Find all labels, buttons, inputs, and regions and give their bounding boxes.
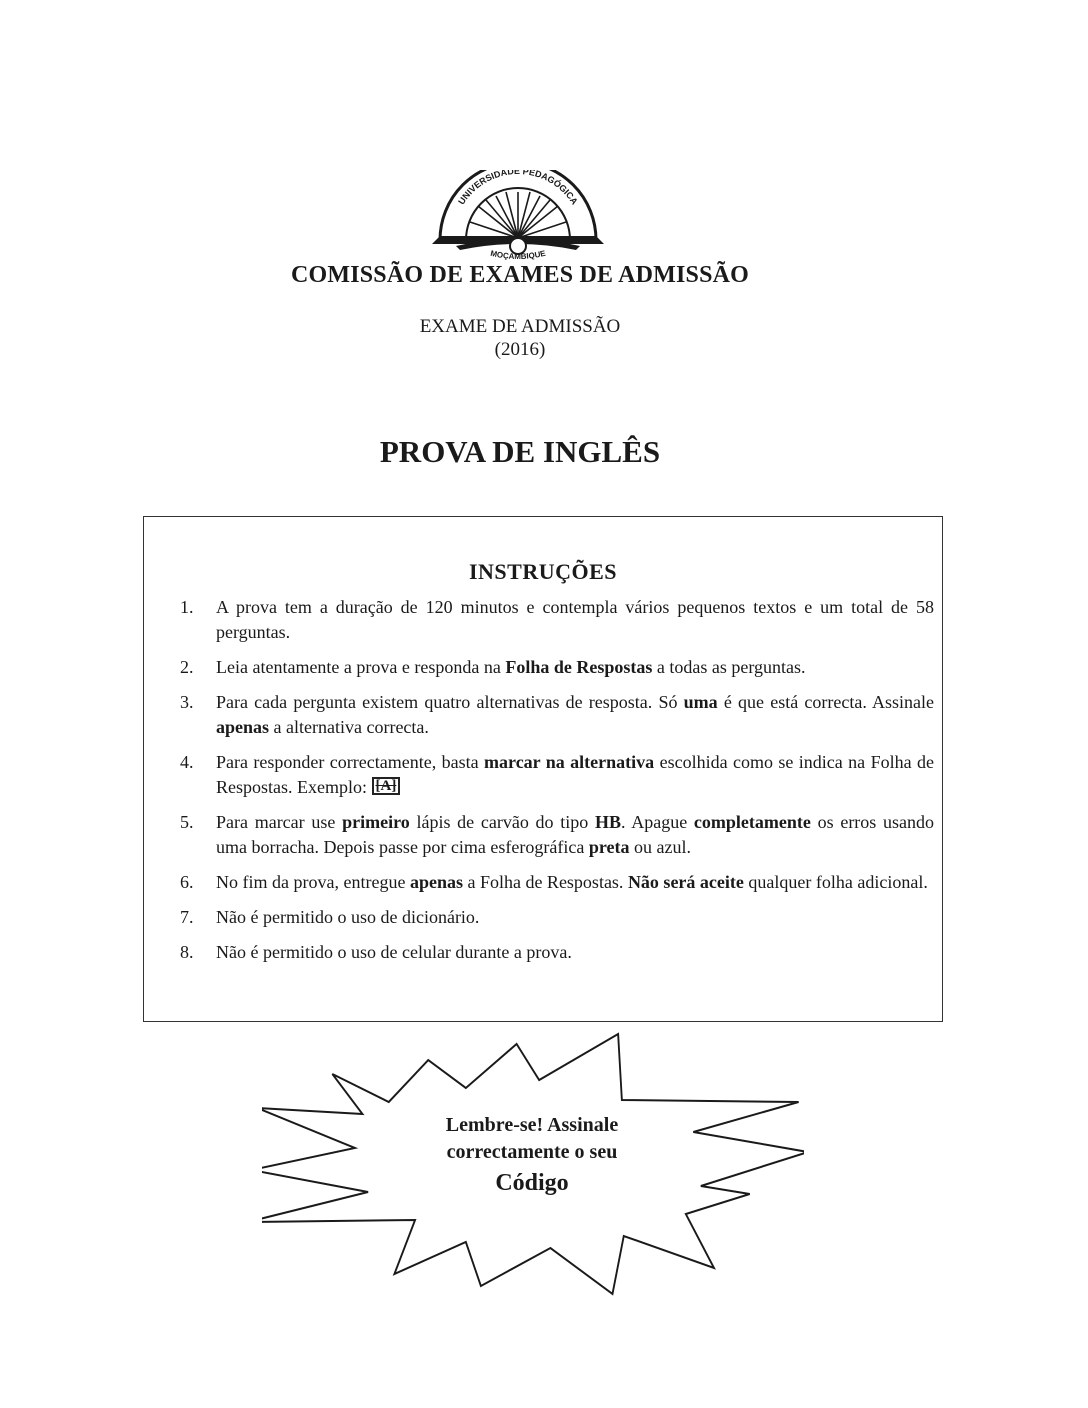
instruction-number: 1. xyxy=(180,597,194,617)
instruction-item xyxy=(174,690,934,740)
instruction-number: 5. xyxy=(180,812,194,832)
reminder-line-3: Código xyxy=(495,1170,569,1196)
example-mark: [A] xyxy=(372,777,401,795)
instruction-text: é que está correcta. Assinale xyxy=(717,692,935,712)
instruction-text: Leia atentamente a prova e responda na xyxy=(216,657,506,677)
committee-title: COMISSÃO DE EXAMES DE ADMISSÃO xyxy=(290,262,750,288)
instruction-text: ou azul. xyxy=(629,837,691,857)
instruction-number: 2. xyxy=(180,657,194,677)
instructions-list xyxy=(174,595,934,975)
subject-title: PROVA DE INGLÊS xyxy=(379,434,661,469)
instruction-emphasis: Folha de Respostas xyxy=(505,657,653,677)
exam-heading xyxy=(370,315,670,361)
instruction-emphasis: completamente xyxy=(693,812,811,832)
logo-seal-icon xyxy=(426,170,610,268)
instruction-emphasis: uma xyxy=(683,692,718,712)
instruction-item xyxy=(174,810,934,860)
reminder-line-1: Lembre-se! Assinale xyxy=(445,1114,619,1136)
instruction-text: lápis de carvão do tipo xyxy=(409,812,595,832)
instruction-emphasis: Não será aceite xyxy=(627,872,744,892)
instruction-number: 7. xyxy=(180,907,194,927)
reminder-line-2: correctamente o seu xyxy=(446,1141,618,1163)
instruction-emphasis: apenas xyxy=(409,872,463,892)
instruction-text: a Folha de Respostas. xyxy=(462,872,628,892)
logo-base-text: MOÇAMBIQUE xyxy=(489,248,547,262)
instruction-item xyxy=(174,940,934,965)
instructions-box xyxy=(143,516,943,1022)
exam-year: (2016) xyxy=(494,339,546,360)
university-logo xyxy=(426,170,610,268)
instruction-text: qualquer folha adicional. xyxy=(743,872,928,892)
logo-arc-text: UNIVERSIDADE PEDAGÓGICA xyxy=(456,170,580,207)
reminder-text xyxy=(402,1112,662,1200)
instruction-text: Para marcar use xyxy=(216,812,343,832)
instruction-emphasis: primeiro xyxy=(342,812,410,832)
instruction-item xyxy=(174,595,934,645)
instruction-emphasis: preta xyxy=(588,837,630,857)
instruction-number: 6. xyxy=(180,872,194,892)
instruction-text: os erros usando uma borracha. Depois passe por cima esferográfica xyxy=(216,812,935,857)
instruction-text: escolhida como se indica na Folha de Respostas. Exemplo: xyxy=(216,752,934,797)
instruction-text: No fim da prova, entregue xyxy=(216,872,410,892)
instruction-text: a todas as perguntas. xyxy=(652,657,806,677)
instruction-item xyxy=(174,870,934,895)
instruction-number: 8. xyxy=(180,942,194,962)
instruction-item xyxy=(174,905,934,930)
exam-title: EXAME DE ADMISSÃO xyxy=(419,316,621,337)
instructions-heading: INSTRUÇÕES xyxy=(468,559,618,584)
instruction-number: 3. xyxy=(180,692,194,712)
reminder-callout xyxy=(262,1028,804,1298)
instruction-text: Para responder correctamente, basta xyxy=(216,752,485,772)
instruction-text: Para cada pergunta existem quatro alternativas de resposta. Só xyxy=(216,692,684,712)
instruction-emphasis: HB xyxy=(594,812,621,832)
instruction-item xyxy=(174,655,934,680)
instruction-text: a alternativa correcta. xyxy=(269,717,429,737)
instruction-text: Não é permitido o uso de celular durante a prova. xyxy=(216,942,572,962)
instruction-text: . Apague xyxy=(621,812,694,832)
instruction-emphasis: marcar na alternativa xyxy=(484,752,655,772)
instruction-item xyxy=(174,750,934,800)
instruction-number: 4. xyxy=(180,752,194,772)
instruction-emphasis: apenas xyxy=(216,717,270,737)
instruction-text: A prova tem a duração de 120 minutos e contempla vários pequenos textos e um total de 58 perguntas. xyxy=(216,597,934,642)
instruction-text: Não é permitido o uso de dicionário. xyxy=(216,907,480,927)
